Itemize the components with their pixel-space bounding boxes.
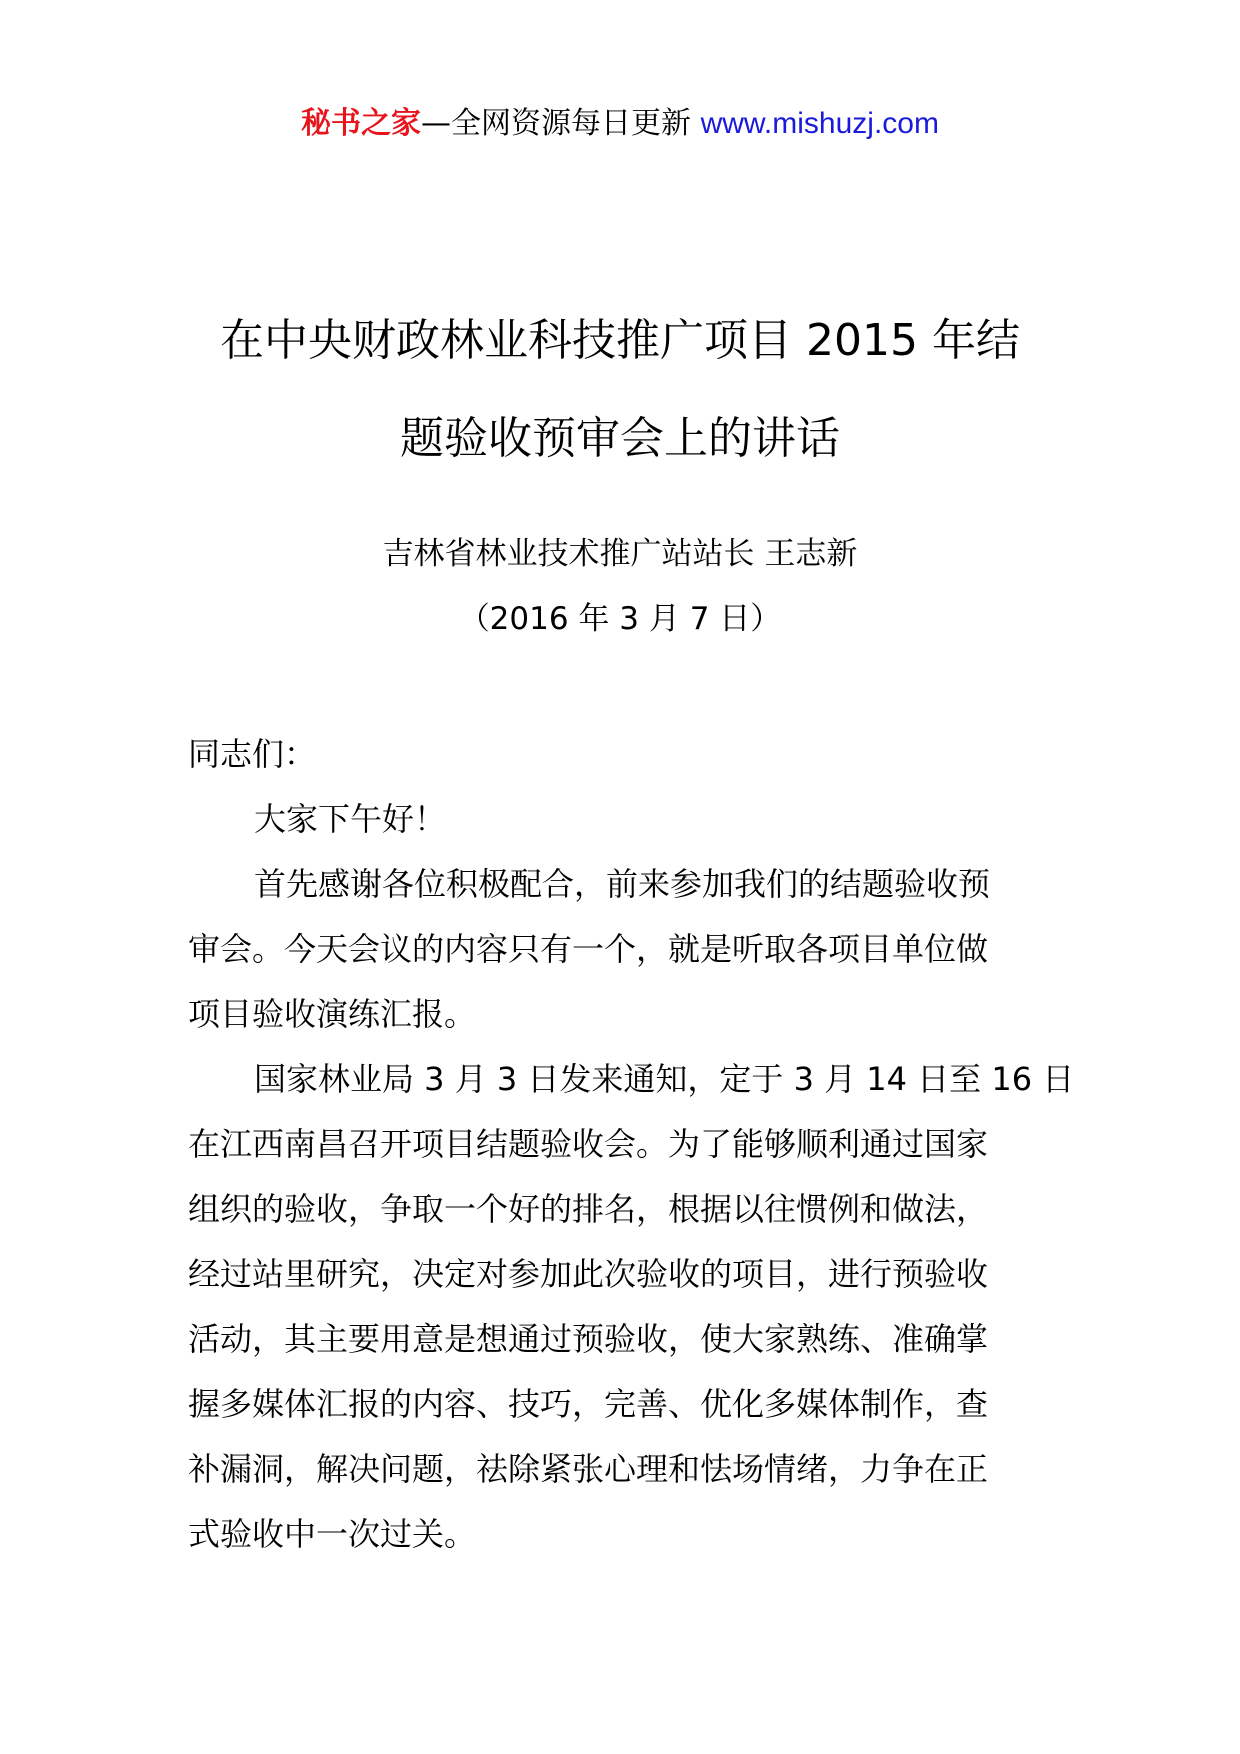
paragraph-line: 式验收中一次过关。	[188, 1515, 477, 1553]
paragraph-line: 经过站里研究，决定对参加此次验收的项目，进行预验收	[188, 1255, 989, 1293]
paragraph-line: 组织的验收，争取一个好的排名，根据以往惯例和做法，	[188, 1190, 989, 1228]
paragraph	[188, 852, 1058, 1047]
paragraph-line: 审会。今天会议的内容只有一个，就是听取各项目单位做	[188, 930, 989, 968]
paragraph-line: 活动，其主要用意是想通过预验收，使大家熟练、准确掌	[188, 1320, 989, 1358]
paragraph-line: 国家林业局 3 月 3 日发来通知，定于 3 月 14 日至 16 日	[254, 1060, 1075, 1098]
site-header	[0, 102, 1240, 146]
paragraph-line: 握多媒体汇报的内容、技巧，完善、优化多媒体制作，查	[188, 1385, 989, 1423]
paragraph-line: 补漏洞，解决问题，祛除紧张心理和怯场情绪，力争在正	[188, 1450, 989, 1488]
paragraph	[188, 1047, 1075, 1567]
date-line: （2016 年 3 月 7 日）	[458, 601, 782, 637]
title-line: 在中央财政林业科技推广项目 2015 年结	[220, 315, 1020, 366]
site-tagline: —全网资源每日更新	[421, 106, 701, 141]
paragraph-line: 在江西南昌召开项目结题验收会。为了能够顺利通过国家	[188, 1125, 989, 1163]
salutation: 同志们：	[188, 735, 317, 773]
title-line: 题验收预审会上的讲话	[400, 413, 840, 464]
paragraph-line: 项目验收演练汇报。	[188, 995, 477, 1033]
document-body	[188, 722, 1075, 1567]
document-title	[190, 292, 1050, 488]
paragraph-line: 首先感谢各位积极配合，前来参加我们的结题验收预	[254, 865, 991, 903]
paragraph	[188, 787, 1058, 852]
paragraph-line: 大家下午好！	[254, 800, 447, 838]
author-line: 吉林省林业技术推广站站长 王志新	[382, 536, 858, 572]
site-url-link[interactable]: www.mishuzj.com	[700, 107, 939, 140]
site-brand: 秘书之家	[301, 106, 422, 141]
